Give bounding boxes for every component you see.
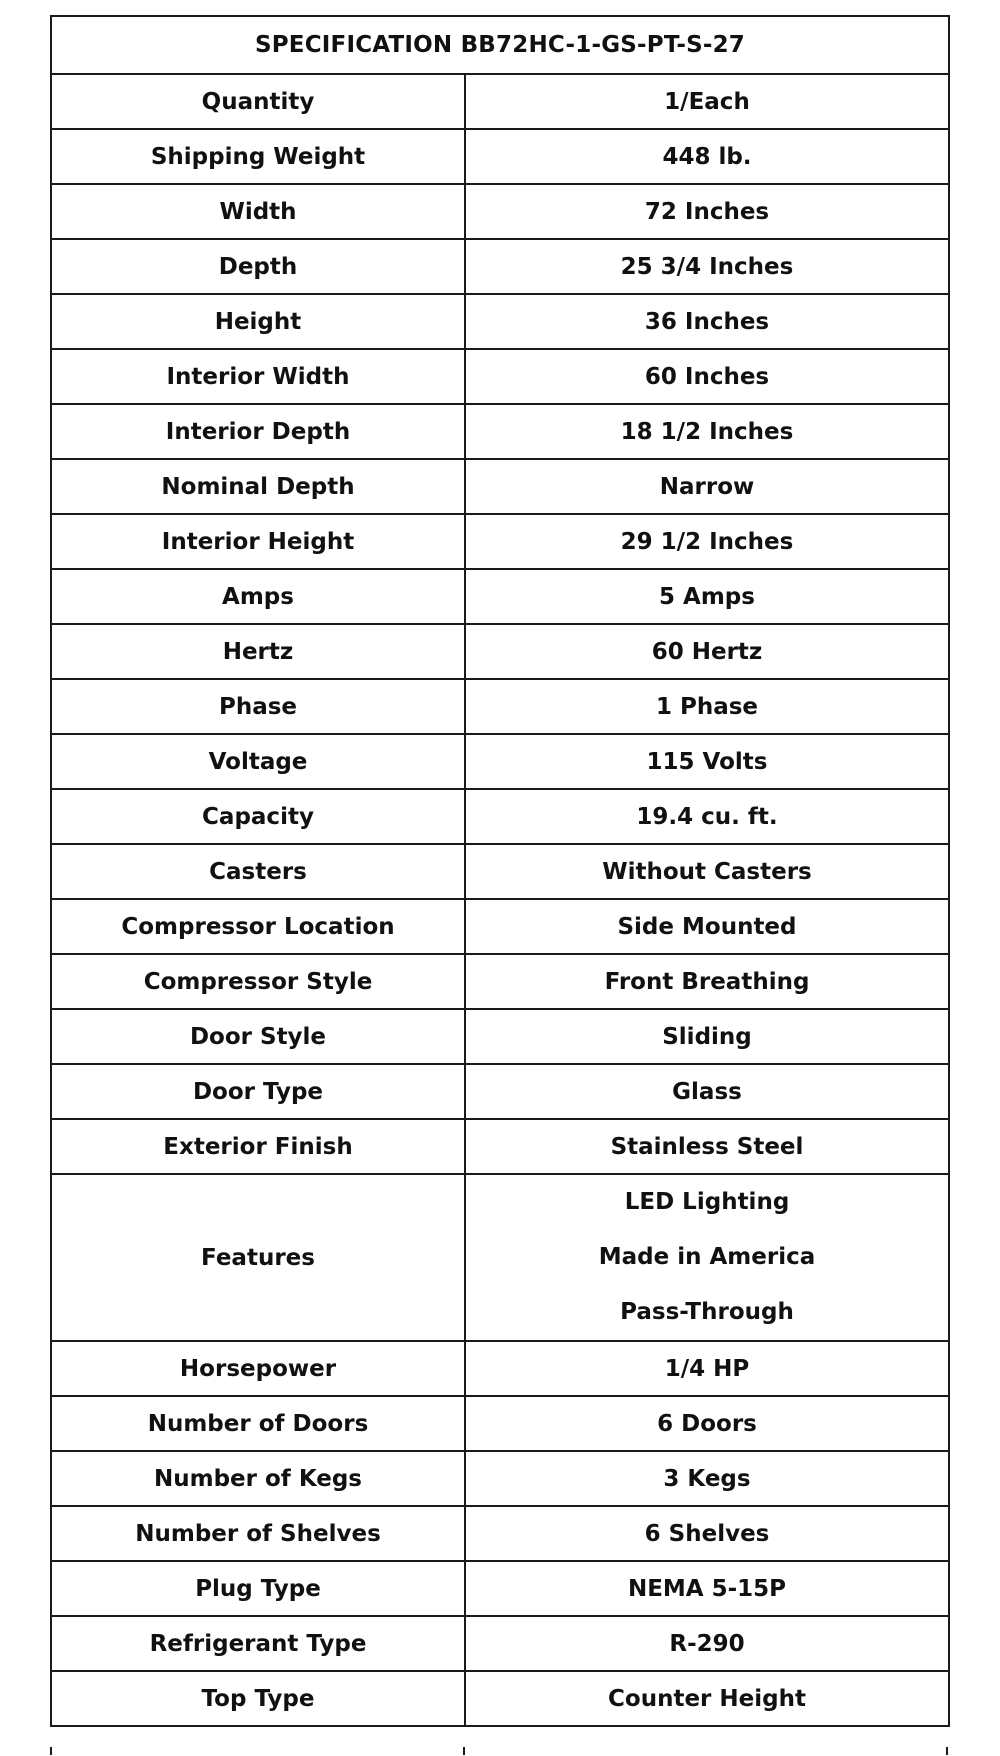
table-row xyxy=(51,1341,949,1396)
table-row xyxy=(51,624,949,679)
row-value: Narrow xyxy=(465,459,949,514)
row-value: 6 Shelves xyxy=(465,1506,949,1561)
table-row-features xyxy=(51,1174,949,1341)
row-value: Side Mounted xyxy=(465,899,949,954)
table-title: SPECIFICATION BB72HC-1-GS-PT-S-27 xyxy=(51,16,949,74)
row-value: R-290 xyxy=(465,1616,949,1671)
table-row xyxy=(51,514,949,569)
row-label: Quantity xyxy=(51,74,465,129)
row-label: Phase xyxy=(51,679,465,734)
row-value: 1/Each xyxy=(465,74,949,129)
table-bottom-edge xyxy=(50,1747,948,1755)
row-label: Door Type xyxy=(51,1064,465,1119)
row-value: Front Breathing xyxy=(465,954,949,1009)
row-value: Counter Height xyxy=(465,1671,949,1726)
table-row xyxy=(51,1064,949,1119)
row-label: Casters xyxy=(51,844,465,899)
row-value: 60 Hertz xyxy=(465,624,949,679)
row-value: 19.4 cu. ft. xyxy=(465,789,949,844)
table-row xyxy=(51,789,949,844)
table-row xyxy=(51,459,949,514)
row-label: Plug Type xyxy=(51,1561,465,1616)
table-row xyxy=(51,1396,949,1451)
table-row xyxy=(51,1616,949,1671)
row-value: 72 Inches xyxy=(465,184,949,239)
row-value: 5 Amps xyxy=(465,569,949,624)
row-label: Number of Shelves xyxy=(51,1506,465,1561)
table-row xyxy=(51,844,949,899)
row-label: Nominal Depth xyxy=(51,459,465,514)
row-label: Top Type xyxy=(51,1671,465,1726)
table-row xyxy=(51,734,949,789)
table-row xyxy=(51,1506,949,1561)
row-value: 29 1/2 Inches xyxy=(465,514,949,569)
specification-table xyxy=(50,15,950,1727)
row-label: Width xyxy=(51,184,465,239)
row-label: Compressor Style xyxy=(51,954,465,1009)
row-value: Glass xyxy=(465,1064,949,1119)
row-label: Shipping Weight xyxy=(51,129,465,184)
row-value: 18 1/2 Inches xyxy=(465,404,949,459)
row-value: LED Lighting xyxy=(624,1189,790,1215)
table-row xyxy=(51,129,949,184)
row-value: 448 lb. xyxy=(465,129,949,184)
row-value-list xyxy=(465,1174,949,1341)
table-row xyxy=(51,1119,949,1174)
row-value: Without Casters xyxy=(465,844,949,899)
row-value: 1/4 HP xyxy=(465,1341,949,1396)
table-row xyxy=(51,569,949,624)
row-label: Interior Width xyxy=(51,349,465,404)
row-label: Hertz xyxy=(51,624,465,679)
row-value: 60 Inches xyxy=(465,349,949,404)
table-row xyxy=(51,74,949,129)
row-label: Features xyxy=(51,1174,465,1341)
row-label: Number of Doors xyxy=(51,1396,465,1451)
row-label: Amps xyxy=(51,569,465,624)
row-label: Depth xyxy=(51,239,465,294)
row-label: Capacity xyxy=(51,789,465,844)
row-value: Stainless Steel xyxy=(465,1119,949,1174)
table-row xyxy=(51,294,949,349)
row-label: Interior Height xyxy=(51,514,465,569)
row-label: Voltage xyxy=(51,734,465,789)
stub-left xyxy=(50,1747,52,1755)
row-label: Number of Kegs xyxy=(51,1451,465,1506)
row-label: Compressor Location xyxy=(51,899,465,954)
table-header-row xyxy=(51,16,949,74)
table-row xyxy=(51,349,949,404)
row-value: Sliding xyxy=(465,1009,949,1064)
row-value: Pass-Through xyxy=(620,1299,794,1325)
stub-right xyxy=(946,1747,948,1755)
table-row xyxy=(51,1451,949,1506)
row-label: Exterior Finish xyxy=(51,1119,465,1174)
row-label: Horsepower xyxy=(51,1341,465,1396)
row-value: 25 3/4 Inches xyxy=(465,239,949,294)
row-value: 3 Kegs xyxy=(465,1451,949,1506)
table-row xyxy=(51,679,949,734)
table-row xyxy=(51,1009,949,1064)
row-value: 36 Inches xyxy=(465,294,949,349)
table-row xyxy=(51,239,949,294)
row-value: 6 Doors xyxy=(465,1396,949,1451)
table-row xyxy=(51,404,949,459)
table-row xyxy=(51,184,949,239)
row-label: Refrigerant Type xyxy=(51,1616,465,1671)
row-label: Height xyxy=(51,294,465,349)
row-value: NEMA 5-15P xyxy=(465,1561,949,1616)
table-row xyxy=(51,899,949,954)
stub-middle xyxy=(463,1747,465,1755)
table-row xyxy=(51,1561,949,1616)
table-row xyxy=(51,954,949,1009)
row-value: 115 Volts xyxy=(465,734,949,789)
row-value: 1 Phase xyxy=(465,679,949,734)
row-label: Interior Depth xyxy=(51,404,465,459)
table-row xyxy=(51,1671,949,1726)
row-value: Made in America xyxy=(598,1244,816,1270)
row-label: Door Style xyxy=(51,1009,465,1064)
